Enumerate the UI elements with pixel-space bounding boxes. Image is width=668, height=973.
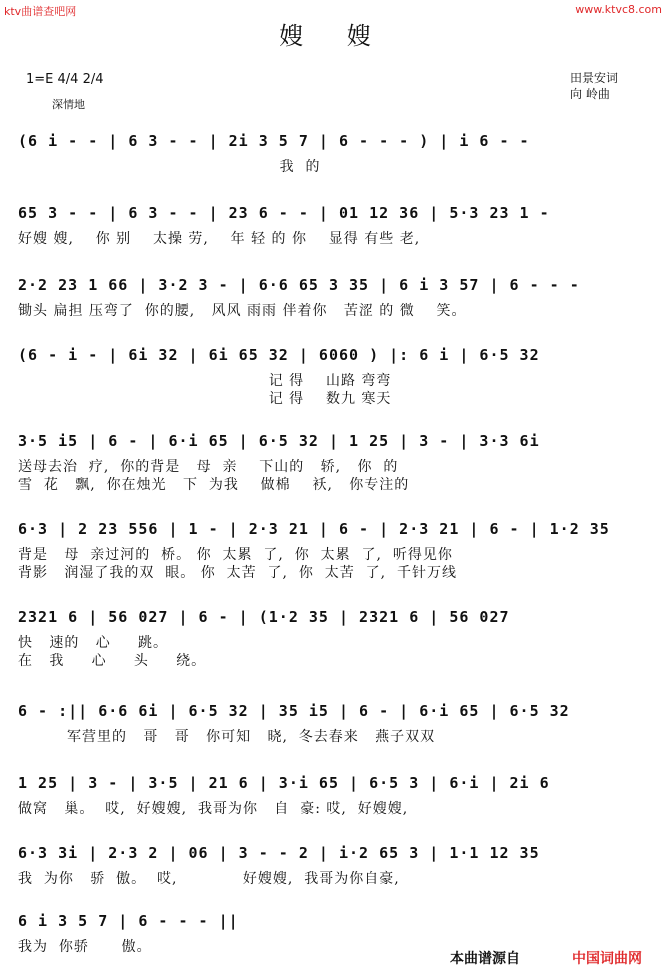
lyric-line: 做窝 巢。 哎, 好嫂嫂, 我哥为你 自 豪: 哎, 好嫂嫂, [18,801,409,816]
lyric-line: 记 得 数九 寒天 [18,391,392,406]
lyric-line: 我 的 [18,159,321,174]
score-row [18,912,658,952]
lyric-line: 军营里的 哥 哥 你可知 晓, 冬去春来 燕子双双 [18,729,436,744]
score-row [18,132,658,210]
lyric-line: 好嫂 嫂, 你 别 太操 劳, 年 轻 的 你 显得 有些 老, [18,231,421,246]
lyric-line: 在 我 心 头 绕。 [18,653,207,668]
lyric-line: 雪 花 飘, 你在烛光 下 为我 做棉 袄, 你专注的 [18,477,410,492]
lyric-line: 送母去治 疗, 你的背是 母 亲 下山的 轿, 你 的 [18,459,399,474]
notation-line: 6·3 | 2 23 556 | 1 - | 2·3 21 | 6 - | 2·3 21 | 6 - | 1·2 35 [18,520,610,538]
notation-line: 2321 6 | 56 027 | 6 - | (1·2 35 | 2321 6 | 56 027 [18,608,510,626]
watermark-right: www.ktvc8.com [575,3,662,16]
score-row [18,432,658,510]
credits [570,70,618,102]
score-row [18,844,658,922]
lyric-line: 背是 母 亲过河的 桥。 你 太累 了, 你 太累 了, 听得见你 [18,547,453,562]
lyric-line: 快 速的 心 跳。 [18,635,168,650]
notation-line: 1 25 | 3 - | 3·5 | 21 6 | 3·i 65 | 6·5 3 | 6·i | 2i 6 [18,774,550,792]
score-row [18,520,658,598]
score-row [18,276,658,354]
watermark-left: ktv曲谱查吧网 [4,5,77,18]
footer-site-name: 中国词曲网 [572,951,642,967]
lyric-line [18,318,658,336]
footer-source-label: 本曲谱源自 [450,951,520,967]
composer: 向 岭曲 [570,87,610,101]
lyric-line: 记 得 山路 弯弯 [18,373,392,388]
notation-line: 6 - :|| 6·6 6i | 6·5 32 | 35 i5 | 6 - | 6·i 65 | 6·5 32 [18,702,570,720]
lyric-line: 我 为你 骄 傲。 哎, 好嫂嫂, 我哥为你自豪, [18,871,400,886]
notation-line: 6·3 3i | 2·3 2 | 06 | 3 - - 2 | i·2 65 3 | 1·1 12 35 [18,844,540,862]
notation-line: (6 i - - | 6 3 - - | 2i 3 5 7 | 6 - - - ) | i 6 - - [18,132,530,150]
score-row [18,204,658,282]
score-row [18,346,658,424]
notation-line: 2·2 23 1 66 | 3·2 3 - | 6·6 65 3 35 | 6 i 3 57 | 6 - - - [18,276,580,294]
lyric-line: 背影 润湿了我的双 眼。 你 太苦 了, 你 太苦 了, 千针万线 [18,565,458,580]
lyric-line [18,246,658,264]
key-signature: 1=E 4/4 2/4 [26,72,104,87]
notation-line: 3·5 i5 | 6 - | 6·i 65 | 6·5 32 | 1 25 | 3 - | 3·3 6i [18,432,540,450]
song-title: 嫂 嫂 [279,22,389,50]
lyric-line [18,744,658,762]
lyric-line [18,886,658,904]
notation-line: 6 i 3 5 7 | 6 - - - || [18,912,239,930]
lyric-line [18,816,658,834]
notation-line: (6 - i - | 6i 32 | 6i 65 32 | 6060 ) |: 6 i | 6·5 32 [18,346,540,364]
tempo-marking: 深情地 [52,98,85,111]
lyric-line: 我为 你骄 傲。 [18,939,152,954]
score-row [18,608,658,686]
score-row [18,702,658,780]
lyric-line [18,174,658,192]
lyric-line [18,954,658,972]
lyricist: 田景安词 [570,71,619,85]
score-row [18,774,658,852]
lyric-line: 锄头 扁担 压弯了 你的腰, 风风 雨雨 伴着你 苦涩 的 微 笑。 [18,303,467,318]
notation-line: 65 3 - - | 6 3 - - | 23 6 - - | 01 12 36 | 5·3 23 1 - [18,204,550,222]
